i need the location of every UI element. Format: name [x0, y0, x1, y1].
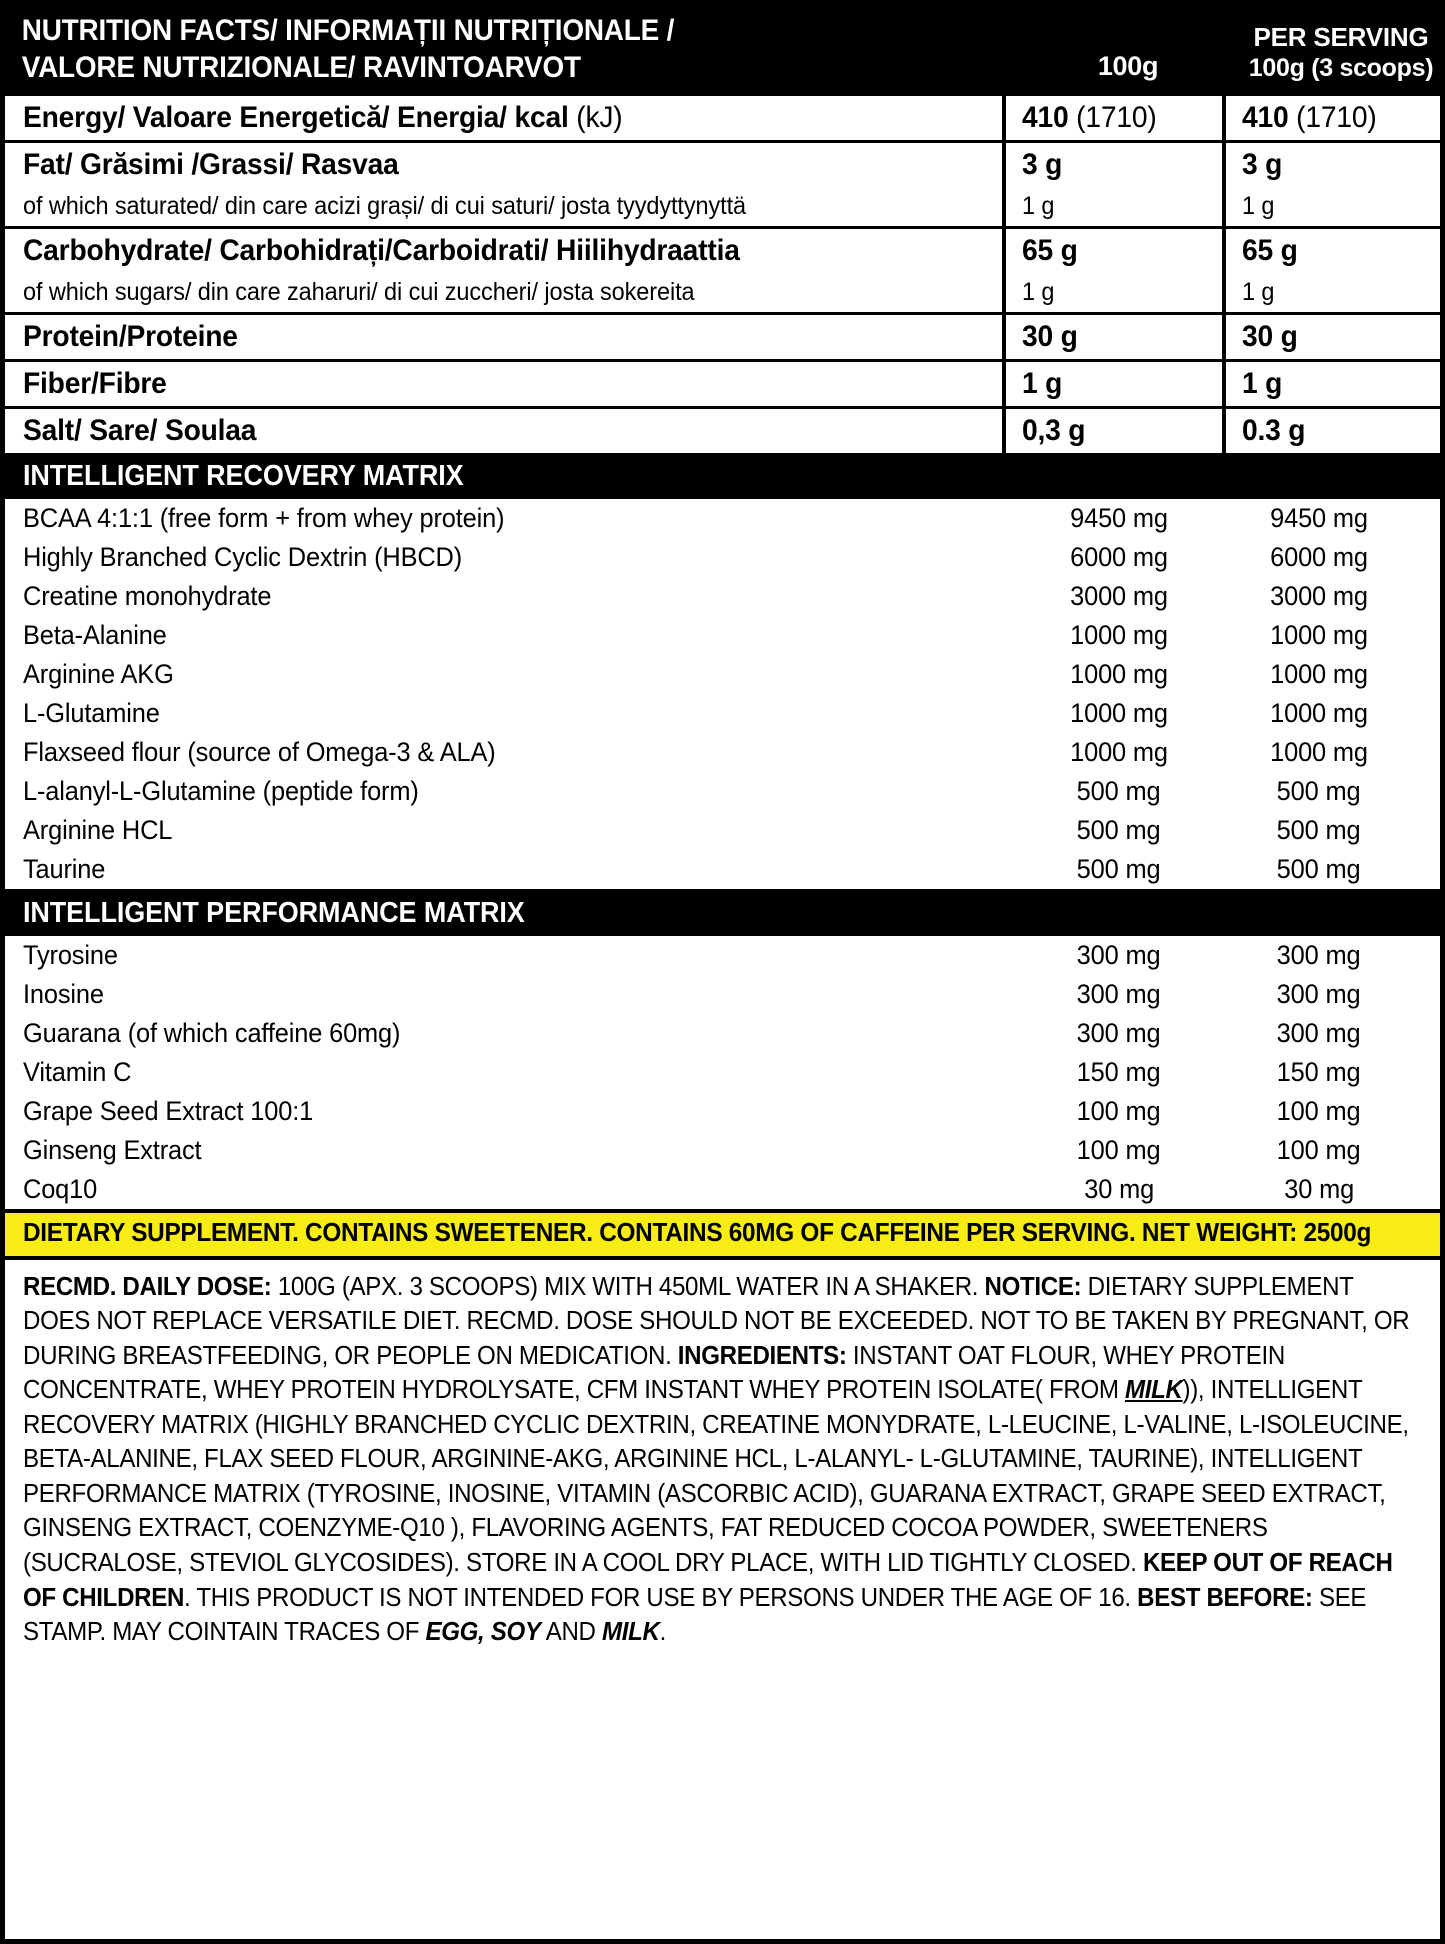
macro-row [5, 361, 1440, 408]
ingredient-name: Arginine HCL [23, 814, 173, 845]
dietary-supplement-banner [5, 1213, 1440, 1260]
ingredient-name: Taurine [23, 853, 106, 884]
ingredient-row [5, 694, 1440, 733]
allergen-egg: EGG, [425, 1618, 485, 1647]
ingredient-name: Coq10 [23, 1173, 98, 1204]
macro-row-value-serving: 1 g [1224, 187, 1440, 228]
fineprint-text [23, 1270, 1426, 1650]
ingredient-value-100g: 1000 mg [1070, 697, 1168, 728]
title-line-1: NUTRITION FACTS/ INFORMAȚII NUTRIȚIONALE / [21, 14, 675, 47]
fineprint-block [5, 1260, 1440, 1939]
ingredient-value-100g: 1000 mg [1070, 736, 1168, 767]
ingredient-value-serving: 500 mg [1277, 814, 1361, 845]
macro-row [5, 187, 1440, 228]
ingredient-value-100g: 300 mg [1077, 978, 1161, 1009]
section-header-performance-matrix [5, 893, 1440, 936]
ingredient-value-100g: 300 mg [1077, 939, 1161, 970]
macro-row-name: Protein/Proteine [5, 314, 1004, 361]
macro-row-value-serving: 1 g [1224, 273, 1440, 314]
best-before-text: SEE STAMP. MAY COINTAIN TRACES OF [23, 1583, 1367, 1647]
ingredient-row [5, 499, 1440, 538]
ingredient-value-100g: 9450 mg [1070, 502, 1168, 533]
ingredient-name: L-Glutamine [23, 697, 160, 728]
ingredient-name: Vitamin C [23, 1056, 132, 1087]
ingredient-value-serving: 6000 mg [1270, 541, 1368, 572]
macro-row-value-serving: 0.3 g [1224, 408, 1440, 455]
title-line-2: VALORE NUTRIZIONALE/ RAVINTOARVOT [21, 50, 581, 84]
ingredient-name: Inosine [23, 978, 104, 1009]
macro-row-value-serving: 65 g [1224, 228, 1440, 274]
ingredient-value-100g: 30 mg [1084, 1173, 1154, 1204]
ingredient-row [5, 616, 1440, 655]
ingredient-value-serving: 9450 mg [1270, 502, 1368, 533]
recovery-matrix-table [5, 499, 1440, 893]
ingredient-name: Tyrosine [23, 939, 118, 970]
column-header-100g-amount: 100g [1097, 51, 1159, 82]
macro-row-name: Energy/ Valoare Energetică/ Energia/ kcal (kJ) [5, 96, 1004, 142]
ingredient-row [5, 936, 1440, 975]
macro-row-name: Salt/ Sare/ Soulaa [5, 408, 1004, 455]
ingredient-value-serving: 100 mg [1277, 1095, 1361, 1126]
age-restriction-text: . THIS PRODUCT IS NOT INTENDED FOR USE BY PERSONS UNDER THE AGE OF 16. [184, 1583, 1138, 1612]
ingredient-value-serving: 150 mg [1277, 1056, 1361, 1087]
ingredient-value-serving: 100 mg [1277, 1134, 1361, 1165]
ingredients-label: INGREDIENTS: [677, 1341, 847, 1370]
traces-and-text: AND [540, 1618, 603, 1647]
ingredient-value-100g: 1000 mg [1070, 619, 1168, 650]
ingredient-value-100g: 6000 mg [1070, 541, 1168, 572]
macro-row-name: Carbohydrate/ Carbohidrați/Carboidrati/ Hiilihydraattia [23, 234, 740, 268]
ingredient-value-serving: 1000 mg [1270, 658, 1368, 689]
ingredient-name: Flaxseed flour (source of Omega-3 & ALA) [23, 736, 496, 767]
macro-row-value-serving: 3 g [1224, 142, 1440, 188]
section-header-recovery-matrix-label: INTELLIGENT RECOVERY MATRIX [23, 460, 464, 493]
macro-row-value-100g: 3 g [1004, 142, 1224, 188]
ingredient-row [5, 577, 1440, 616]
ingredient-value-100g: 1000 mg [1070, 658, 1168, 689]
ingredient-value-100g: 500 mg [1077, 814, 1161, 845]
ingredient-name: Grape Seed Extract 100:1 [23, 1095, 314, 1126]
ingredient-name: Arginine AKG [23, 658, 174, 689]
ingredient-row [5, 1053, 1440, 1092]
macro-row-value-100g: 65 g [1004, 228, 1224, 274]
page-title [5, 13, 943, 86]
column-header-per-serving [1228, 22, 1440, 86]
ingredient-row [5, 1014, 1440, 1053]
column-header-per-serving-amount: 100g (3 scoops) [1248, 53, 1434, 82]
macronutrient-table [5, 96, 1440, 456]
ingredient-name: Guarana (of which caffeine 60mg) [23, 1017, 401, 1048]
notice-label: NOTICE: [984, 1272, 1082, 1301]
macro-row [5, 273, 1440, 314]
ingredient-name: Beta-Alanine [23, 619, 167, 650]
ingredient-value-serving: 1000 mg [1270, 736, 1368, 767]
macro-row-name: Fiber/Fibre [5, 361, 1004, 408]
allergen-soy: SOY [490, 1618, 541, 1647]
macro-row [5, 314, 1440, 361]
macro-row [5, 96, 1440, 142]
ingredient-row [5, 538, 1440, 577]
ingredient-value-serving: 30 mg [1284, 1173, 1354, 1204]
ingredient-name: Ginseng Extract [23, 1134, 202, 1165]
ingredient-value-100g: 3000 mg [1070, 580, 1168, 611]
notice-text: DIETARY SUPPLEMENT DOES NOT REPLACE VERSATILE DIET. RECMD. DOSE SHOULD NOT BE EXCEEDED. NOT TO BE TAKEN BY PREGNANT, OR DURING BREASTFEEDING, OR PEOPLE ON MEDICATION. [23, 1272, 1410, 1370]
recommended-dose-text: 100G (APX. 3 SCOOPS) MIX WITH 450ML WATER IN A SHAKER. [271, 1272, 985, 1301]
macro-row-value-100g: 410 (1710) [1004, 96, 1224, 142]
ingredient-row [5, 1131, 1440, 1170]
dietary-supplement-banner-text: DIETARY SUPPLEMENT. CONTAINS SWEETENER. CONTAINS 60MG OF CAFFEINE PER SERVING. NET WEIGHT: 2500g [23, 1218, 1372, 1247]
ingredients-text-part2: )), INTELLIGENT RECOVERY MATRIX (HIGHLY BRANCHED CYCLIC DEXTRIN, CREATINE MONYDRATE, L-LEUCINE, L-VALINE, L-ISOLEUCINE, BETA-ALANINE, FLAX SEED FLOUR, ARGININE-AKG, ARGININE HCL, L-ALANYL- L-GLUTAMINE, TAURINE), INTELLIGENT PERFORMANCE MATRIX (TYROSINE, INOSINE, VITAMIN (ASCORBIC ACID), GUARANA EXTRACT, GRAPE SEED EXTRACT, GINSENG EXTRACT, COENZYME-Q10 ), FLAVORING AGENTS, FAT REDUCED COCOA POWDER, SWEETENERS (SUCRALOSE, STEVIOL GLYCOSIDES). STORE IN A COOL DRY PLACE, WITH LID TIGHTLY CLOSED. [23, 1376, 1409, 1578]
ingredient-row [5, 733, 1440, 772]
recommended-dose-label: RECMD. DAILY DOSE: [23, 1272, 272, 1301]
allergen-milk: MILK [1124, 1376, 1183, 1405]
ingredient-name: L-alanyl-L-Glutamine (peptide form) [23, 775, 419, 806]
ingredient-row [5, 850, 1440, 891]
column-header-per-100g [1014, 19, 1228, 86]
macro-row-name: of which sugars/ din care zaharuri/ di cui zuccheri/ josta sokereita [5, 273, 1004, 314]
ingredient-value-serving: 500 mg [1277, 853, 1361, 884]
ingredient-value-serving: 500 mg [1277, 775, 1361, 806]
macro-row-name: of which saturated/ din care acizi grași/ di cui saturi/ josta tyydyttynyttä [5, 187, 1004, 228]
ingredient-row [5, 975, 1440, 1014]
ingredient-name: Creatine monohydrate [23, 580, 272, 611]
ingredient-value-serving: 1000 mg [1270, 697, 1368, 728]
ingredient-value-serving: 1000 mg [1270, 619, 1368, 650]
macro-row [5, 228, 1440, 274]
macro-row-value-100g: 30 g [1004, 314, 1224, 361]
ingredient-value-serving: 300 mg [1277, 978, 1361, 1009]
ingredient-row [5, 1092, 1440, 1131]
macro-row-value-serving: 410 (1710) [1224, 96, 1440, 142]
ingredient-value-serving: 300 mg [1277, 1017, 1361, 1048]
performance-matrix-table [5, 936, 1440, 1213]
ingredient-value-100g: 300 mg [1077, 1017, 1161, 1048]
ingredient-row [5, 1170, 1440, 1211]
final-period: . [659, 1618, 666, 1647]
column-header-per-serving-caption: PER SERVING [1253, 21, 1429, 52]
ingredient-value-100g: 500 mg [1077, 853, 1161, 884]
macro-row [5, 142, 1440, 188]
ingredient-name: Highly Branched Cyclic Dextrin (HBCD) [23, 541, 463, 572]
ingredient-value-serving: 3000 mg [1270, 580, 1368, 611]
macro-row-value-100g: 1 g [1004, 361, 1224, 408]
label-header [5, 5, 1440, 96]
macro-row [5, 408, 1440, 455]
macro-row-value-serving: 30 g [1224, 314, 1440, 361]
ingredient-row [5, 772, 1440, 811]
keep-out-of-reach-label: KEEP OUT OF REACH OF CHILDREN [23, 1549, 1393, 1612]
ingredient-value-100g: 100 mg [1077, 1134, 1161, 1165]
macro-row-value-100g: 1 g [1004, 273, 1224, 314]
section-header-recovery-matrix [5, 456, 1440, 499]
best-before-label: BEST BEFORE: [1137, 1583, 1313, 1612]
allergen-milk-trace: MILK [602, 1618, 660, 1647]
ingredient-value-100g: 500 mg [1077, 775, 1161, 806]
ingredient-row [5, 811, 1440, 850]
macro-row-value-100g: 0,3 g [1004, 408, 1224, 455]
ingredient-name: BCAA 4:1:1 (free form + from whey protein) [23, 502, 505, 533]
macro-row-name: Fat/ Grăsimi /Grassi/ Rasvaa [23, 148, 399, 182]
macro-row-value-100g: 1 g [1004, 187, 1224, 228]
macro-row-value-serving: 1 g [1224, 361, 1440, 408]
ingredient-value-100g: 100 mg [1077, 1095, 1161, 1126]
ingredient-value-serving: 300 mg [1277, 939, 1361, 970]
ingredient-row [5, 655, 1440, 694]
ingredient-value-100g: 150 mg [1077, 1056, 1161, 1087]
section-header-performance-matrix-label: INTELLIGENT PERFORMANCE MATRIX [23, 896, 525, 929]
ingredients-text-part1: INSTANT OAT FLOUR, WHEY PROTEIN CONCENTRATE, WHEY PROTEIN HYDROLYSATE, CFM INSTANT WHEY PROTEIN ISOLATE( FROM [23, 1341, 1285, 1405]
